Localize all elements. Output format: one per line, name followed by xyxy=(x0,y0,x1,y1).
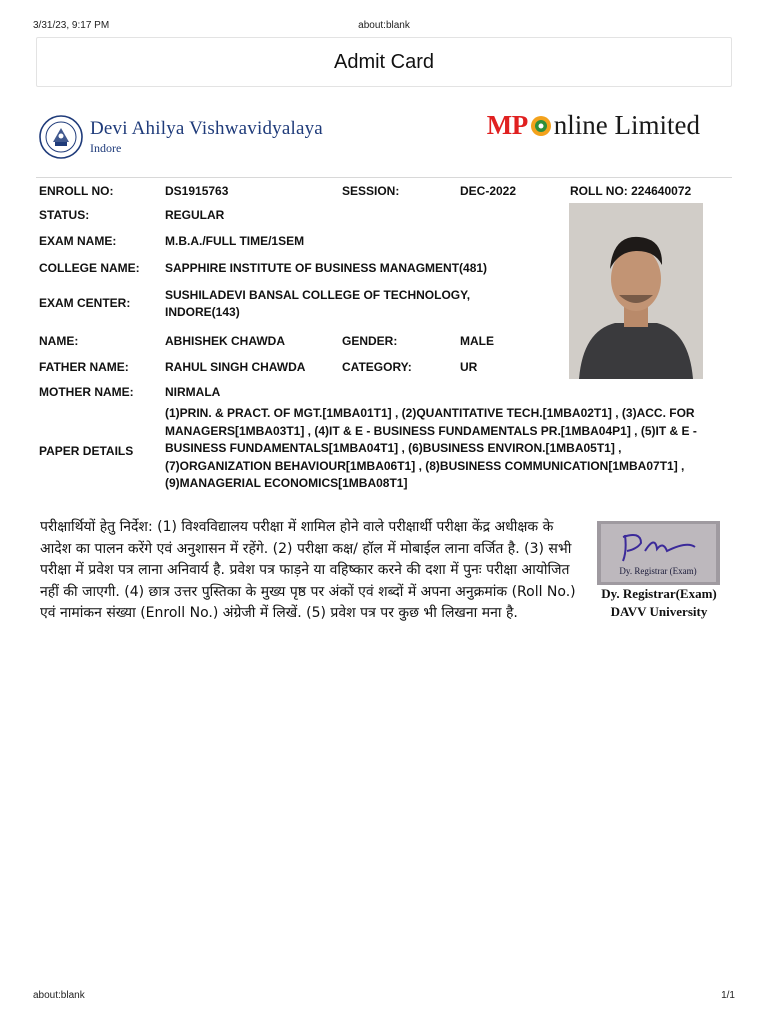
status-value: REGULAR xyxy=(165,208,225,222)
print-header xyxy=(0,0,768,40)
paper-details-label: PAPER DETAILS xyxy=(39,444,134,458)
mother-name-value: NIRMALA xyxy=(165,385,221,399)
mponline-rest-text: nline Limited xyxy=(553,110,700,140)
stamp-text: Dy. Registrar (Exam) xyxy=(619,566,697,576)
gender-label: GENDER: xyxy=(342,334,398,348)
exam-center-value-line1: SUSHILADEVI BANSAL COLLEGE OF TECHNOLOGY, xyxy=(165,288,471,302)
paper-details-value: (1)PRIN. & PRACT. OF MGT.[1MBA01T1] , (2)QUANTITATIVE TECH.[1MBA02T1] , (3)ACC. FOR MANAGERS[1MBA03T1] , (4)IT & E - BUSINESS FUNDAMENTALS PR.[1MBA04P1] , (5)IT & E - BUSINESS FUNDAMENTALS[1MBA04T1] , (6)BUSINESS ENVIRON.[1MBA05T1] , (7)ORGANIZATION BEHAVIOUR[1MBA06T1] , (8)BUSINESS COMMUNICATION[1MBA07T1] , (9)MANAGERIAL ECONOMICS[1MBA08T1] xyxy=(165,406,697,490)
mponline-mp-text: MP xyxy=(486,110,528,140)
page-title: Admit Card xyxy=(36,37,732,87)
print-date: 3/31/23, 9:17 PM xyxy=(33,20,110,31)
mponline-logo xyxy=(487,110,700,141)
session-label: SESSION: xyxy=(342,184,400,198)
university-name: Devi Ahilya Vishwavidyalaya xyxy=(90,118,323,139)
page-number: 1/1 xyxy=(721,990,735,1001)
status-label: STATUS: xyxy=(39,208,90,222)
footer-url: about:blank xyxy=(33,990,85,1001)
category-label: CATEGORY: xyxy=(342,360,412,374)
candidate-photo-image xyxy=(569,203,703,379)
exam-instructions: परीक्षार्थियों हेतु निर्देश: (1) विश्वविद्यालय परीक्षा में शामिल होने वाले परीक्षार्थी परीक्षा केंद्र अधीक्षक के आदेश का पालन करेंगे एवं अनुशासन में रहेंगे. (2) परीक्षा कक्ष/ हॉल में मोबाईल लाना वर्जित है. (3) सभी परीक्षा में प्रवेश पत्र लाना अनिवार्य है. प्रवेश पत्र फाड़ने या वहिष्कार करने की दशा में पुनः परीक्षा आयोजित नहीं की जाएगी. (4) छात्र उत्तर पुस्तिका के मुख्य पृष्ठ पर अंकों एवं शब्दों में अपना अनुक्रमांक (Roll No.) एवं नामांकन संख्या (Enroll No.) अंग्रेजी में लिखें. (5) प्रवेश पत्र पर कुछ भी लिखना मना है. xyxy=(40,519,576,621)
header-divider xyxy=(36,177,732,178)
signature-caption xyxy=(586,585,732,621)
college-name-label: COLLEGE NAME: xyxy=(39,261,140,275)
signature-university: DAVV University xyxy=(610,604,708,619)
signature-title: Dy. Registrar(Exam) xyxy=(601,586,717,601)
exam-center-value-line2: INDORE(143) xyxy=(165,305,240,319)
university-seal-icon xyxy=(38,114,84,160)
exam-name-value: M.B.A./FULL TIME/1SEM xyxy=(165,234,305,248)
session-value: DEC-2022 xyxy=(460,184,517,198)
print-url: about:blank xyxy=(358,20,410,31)
father-name-label: FATHER NAME: xyxy=(39,360,129,374)
candidate-photo xyxy=(569,203,703,379)
university-logo xyxy=(38,114,323,160)
name-label: NAME: xyxy=(39,334,79,348)
name-value: ABHISHEK CHAWDA xyxy=(165,334,285,348)
mponline-o-icon xyxy=(529,114,553,138)
enroll-label: ENROLL NO: xyxy=(39,184,114,198)
signature-stamp-icon xyxy=(597,521,720,585)
enroll-value: DS1915763 xyxy=(165,184,229,198)
roll-number: ROLL NO: 224640072 xyxy=(570,184,692,198)
exam-center-label: EXAM CENTER: xyxy=(39,296,131,310)
college-name-value: SAPPHIRE INSTITUTE OF BUSINESS MANAGMENT(481) xyxy=(165,261,488,275)
exam-name-label: EXAM NAME: xyxy=(39,234,117,248)
header-logos xyxy=(36,104,732,174)
gender-value: MALE xyxy=(460,334,494,348)
registrar-signature xyxy=(597,521,720,585)
category-value: UR xyxy=(460,360,478,374)
mother-name-label: MOTHER NAME: xyxy=(39,385,134,399)
university-city: Indore xyxy=(90,141,122,155)
father-name-value: RAHUL SINGH CHAWDA xyxy=(165,360,306,374)
